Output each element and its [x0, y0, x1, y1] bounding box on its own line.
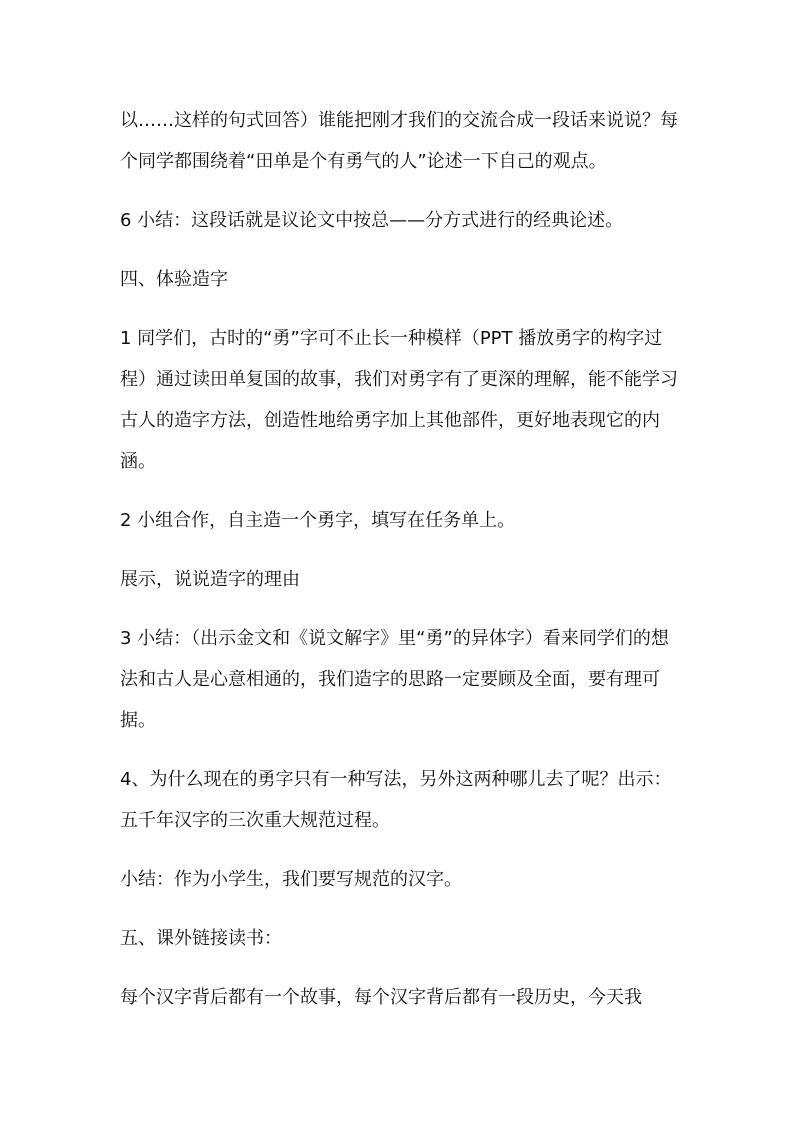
document-body — [120, 100, 680, 1036]
paragraph-item-4: 4、为什么现在的勇字只有一种写法，另外这两种哪儿去了呢？出示：五千年汉字的三次重大规范过程。 — [120, 769, 672, 831]
paragraph-item-2: 2 小组合作，自主造一个勇字，填写在任务单上。 — [120, 510, 516, 531]
paragraph-item-3: 3 小结：（出示金文和《说文解字》里“勇”的异体字）看来同学们的想法和古人是心意相通的，我们造字的思路一定要顾及全面，要有理可据。 — [120, 628, 669, 731]
paragraph-answer-prompt: 以……这样的句式回答）谁能把刚才我们的交流合成一段话来说说？每个同学都围绕着“田单是个有勇气的人”论述一下自己的观点。 — [120, 110, 678, 172]
paragraph-final: 每个汉字背后都有一个故事，每个汉字背后都有一段历史，今天我 — [120, 987, 642, 1008]
paragraph-summary: 小结：作为小学生，我们要写规范的汉字。 — [120, 869, 462, 890]
paragraph-item-1: 1 同学们，古时的“勇”字可不止长一种模样（PPT 播放勇字的构字过程）通过读田单复国的故事，我们对勇字有了更深的理解，能不能学习古人的造字方法，创造性地给勇字加上其他部件，更好地表现它的内涵。 — [120, 328, 678, 472]
section-heading-5: 五、课外链接读书： — [120, 928, 282, 949]
section-heading-4: 四、体验造字 — [120, 269, 228, 290]
paragraph-display: 展示，说说造字的理由 — [120, 569, 300, 590]
paragraph-summary-6: 6 小结：这段话就是议论文中按总——分方式进行的经典论述。 — [120, 210, 624, 231]
